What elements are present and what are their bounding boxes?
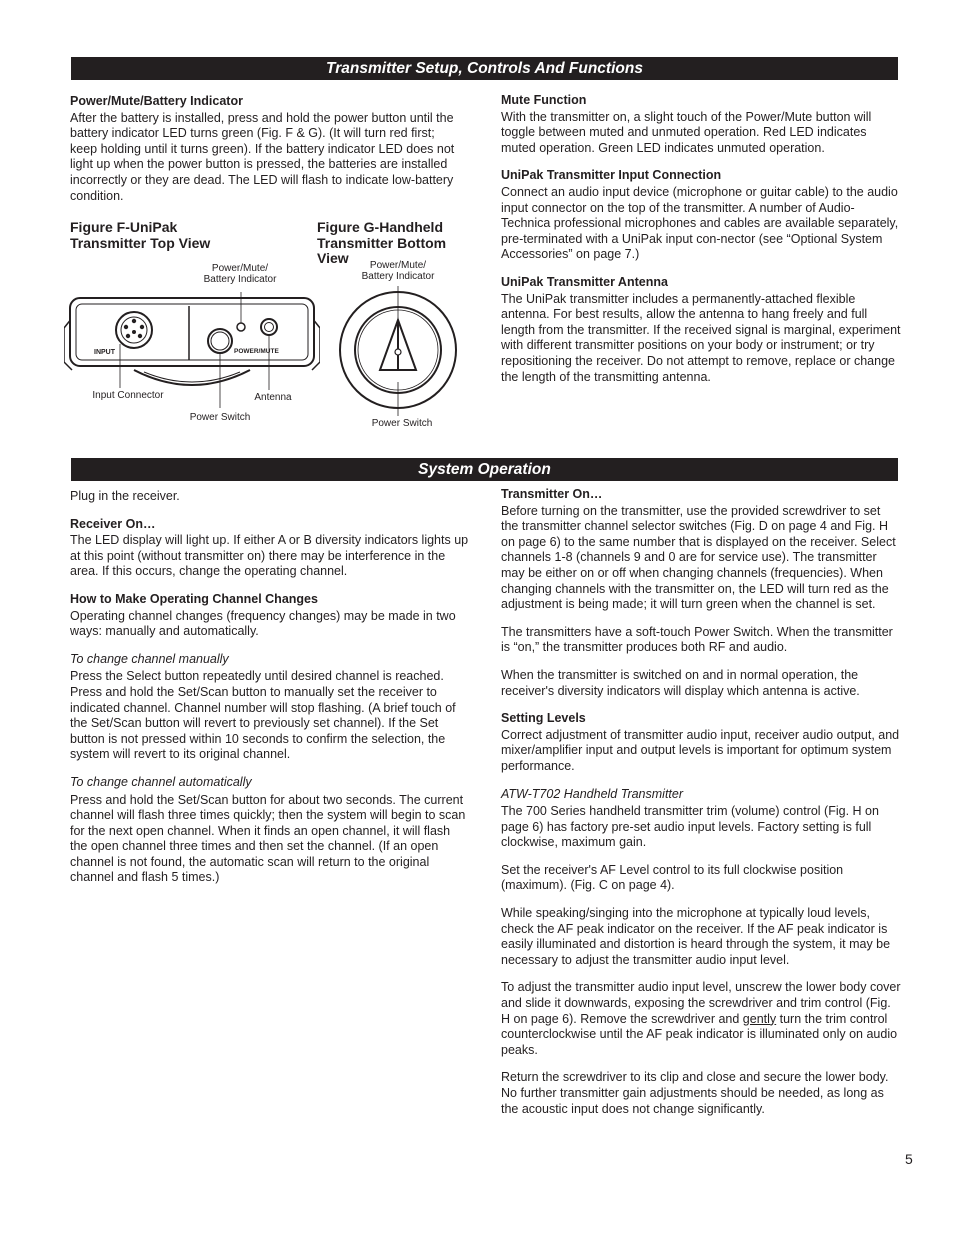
power-indicator-section	[70, 94, 465, 216]
input-connector-icon	[116, 312, 152, 348]
diversity-text: When the transmitter is switched on and in normal operation, the receiver's diversity indicators will display which antenna is active.	[501, 667, 860, 698]
figure-f-antenna-label: Antenna	[254, 392, 292, 403]
af-level-text: Set the receiver's AF Level control to its full clockwise position (maximum). (Fig. C on page 4).	[501, 862, 844, 893]
section2-right-column	[501, 487, 901, 1129]
figure-g-title-line1: Figure G-Handheld	[317, 219, 443, 235]
receiver-on-heading: Receiver On…	[70, 516, 156, 531]
mute-function-text: With the transmitter on, a slight touch of the Power/Mute button will toggle between muted and unmuted operation. Red LED indicates muted operation. Green LED indicates unmuted operation.	[501, 109, 872, 155]
plug-in-text: Plug in the receiver.	[70, 489, 180, 503]
antenna-heading: UniPak Transmitter Antenna	[501, 274, 668, 289]
figure-f-unipak-diagram	[64, 280, 320, 415]
channel-changes-heading: How to Make Operating Channel Changes	[70, 591, 318, 606]
gently-underlined: gently	[742, 1011, 777, 1026]
belt-clip	[134, 370, 250, 385]
manual-channel-section	[70, 652, 470, 763]
atw-t702-text: The 700 Series handheld transmitter trim (volume) control (Fig. H on page 6) has factory pre-set audio input levels. Factory setting is full clockwise, maximum gain.	[501, 804, 879, 850]
antenna-icon	[261, 319, 277, 335]
setting-levels-heading: Setting Levels	[501, 711, 586, 726]
section2-left-column	[70, 489, 470, 898]
adjust-input-text	[501, 980, 901, 1058]
receiver-on-text: The LED display will light up. If either A or B diversity indicators lights up at this point (without transmitter on) there may be interference in the area. If this occurs, change the operating channel.	[70, 533, 469, 579]
power-switch-icon	[208, 329, 232, 353]
section-header-system-operation: System Operation	[71, 458, 898, 481]
transmitter-on-section	[501, 487, 901, 613]
transmitter-on-text: Before turning on the transmitter, use the provided screwdriver to set the transmitter channel selector switches (Fig. D on page 4 and Fig. H on page 6) to the same number that is displayed on the receiver. Select channels 1-8 (channels 9 and 0 are for service use). The transmitter may be either on or off when changing channels (frequencies). When changing channels with the transmitter on, the LED will turn red as the adjustment is being made; it will turn green when the channel is set.	[501, 503, 896, 612]
atw-t702-heading: ATW-T702 Handheld Transmitter	[501, 786, 684, 801]
figure-g-handheld-diagram	[336, 282, 460, 418]
af-peak-text: While speaking/singing into the microphone at typically loud levels, check the AF peak indicator on the receiver. If the AF peak indicator is easily illuminated and distortion is heard through the system, it may be necessary to adjust the transmitter audio input level.	[501, 906, 891, 967]
body-power-label: POWER/MUTE	[234, 348, 279, 355]
receiver-on-section	[70, 517, 470, 580]
power-indicator-text: After the battery is installed, press and hold the power button until the battery indicator LED turns green (Fig. F & G). (It will turn red first; keep holding until it turns green). If the battery indicator LED does not light up when the power button is pressed, the batteries are installed incorrectly or they are dead. The LED will flash to indicate low-battery condition.	[70, 110, 455, 203]
manual-channel-heading: To change channel manually	[70, 651, 229, 666]
figure-g-title-line3: View	[317, 250, 349, 266]
setting-levels-section	[501, 711, 901, 774]
body-input-label: INPUT	[94, 349, 115, 356]
figure-g-led-label-line1: Power/Mute/	[369, 260, 427, 271]
manual-channel-text: Press the Select button repeatedly until desired channel is reached. Press and hold the Set/Scan button to manually set the receiver to indicated channel. Channel number will stop flashing. (A brief touch of the Set/Scan button will revert to previously set channel). If the Set button is not pressed within 10 seconds to confirm the selection, the system will revert to its original channel.	[70, 669, 456, 762]
setting-levels-text: Correct adjustment of transmitter audio input, receiver audio output, and mixer/amplifier input and output levels is important for optimum system performance.	[501, 727, 900, 773]
figure-f-power-label: Power Switch	[189, 412, 251, 423]
input-connection-text: Connect an audio input device (microphone or guitar cable) to the audio input connector on the top of the transmitter. A number of Audio-Technica professional microphones and cables are available separately, pre-terminated with a UniPak input con-nector (see “Optional System Accessories” on page 7.)	[501, 184, 899, 262]
figure-g-led-label	[347, 260, 449, 282]
channel-changes-section	[70, 592, 470, 640]
figure-f-title-line1: Figure F-UniPak	[70, 219, 178, 235]
figure-g-title-line2: Transmitter Bottom	[317, 234, 447, 251]
figure-f-input-label: Input Connector	[92, 390, 164, 401]
mute-function-heading: Mute Function	[501, 93, 587, 107]
input-connection-heading: UniPak Transmitter Input Connection	[501, 168, 722, 183]
antenna-text: The UniPak transmitter includes a permanently-attached flexible antenna. For best results, allow the antenna to hang freely and full length from the transmitter. If the received signal is marginal, experiment with different transmitter positions on your body or instrument; or try repositioning the receiver. Do not attempt to remove, replace or change the length of the transmitting antenna.	[501, 291, 901, 384]
channel-changes-text: Operating channel changes (frequency changes) may be made in two ways: manually and automatically.	[70, 608, 456, 639]
transmitter-on-heading: Transmitter On…	[501, 487, 603, 501]
return-screwdriver-text: Return the screwdriver to its clip and close and secure the lower body. No further transmitter gain adjustments should be needed, as long as the acoustic input does not change significantly.	[501, 1070, 889, 1116]
figure-g-led-label-line2: Battery Indicator	[361, 271, 435, 282]
antenna-section	[501, 275, 901, 385]
auto-channel-section	[70, 775, 470, 886]
adjust-input-text-a: To adjust the transmitter audio input level, unscrew the lower body cover and slide it downwards, exposing the screwdriver and trim control (Fig. H on page 6). Remove the screwdriver and	[501, 980, 901, 1026]
led-indicator-icon	[395, 349, 401, 355]
adjust-input-text-b: turn the trim control counterclockwise until the AF peak indicator is illuminated only on audio peaks.	[501, 1011, 898, 1057]
page-number: 5	[905, 1151, 913, 1167]
figure-f-title-line2: Transmitter Top View	[70, 234, 211, 251]
figure-f-led-label-line1: Power/Mute/	[211, 263, 269, 274]
figure-f-led-label-line2: Battery Indicator	[203, 274, 277, 285]
auto-channel-heading: To change channel automatically	[70, 774, 252, 789]
section1-right-column	[501, 93, 901, 397]
led-indicator-icon	[237, 323, 245, 331]
input-connection-section	[501, 168, 901, 263]
section-header-transmitter-setup: Transmitter Setup, Controls And Functions	[71, 57, 898, 80]
power-indicator-heading: Power/Mute/Battery Indicator	[70, 94, 243, 108]
soft-touch-text: The transmitters have a soft-touch Power Switch. When the transmitter is “on,” the transmitter produces both RF and audio.	[501, 624, 893, 655]
auto-channel-text: Press and hold the Set/Scan button for about two seconds. The current channel will flash three times quickly; then the system will begin to scan for the next open channel. When it finds an open channel, it will flash the open channel three times and then set the channel. (If an open channel is not found, the automatic scan will return to the original channel and flash 5 times.)	[70, 792, 466, 885]
figure-f-title	[70, 220, 310, 251]
figure-g-power-label: Power Switch	[371, 418, 433, 429]
mute-function-section	[501, 93, 901, 156]
atw-t702-section	[501, 787, 901, 851]
